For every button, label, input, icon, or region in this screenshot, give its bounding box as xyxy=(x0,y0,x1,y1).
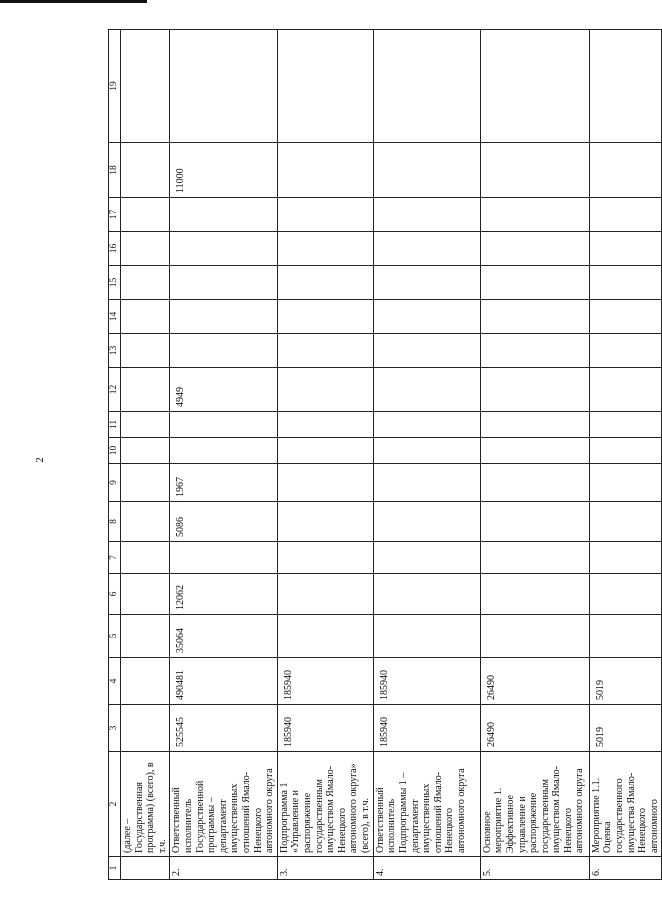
table-cell xyxy=(589,502,662,542)
table-body xyxy=(109,30,662,880)
table-cell xyxy=(373,266,480,300)
table-cell xyxy=(373,412,480,438)
table-cell xyxy=(373,438,480,464)
table-cell: Ответственный исполнитель Подпрограммы 1 – департамент имущественных отношений Ямало-Ненецкого автономного округа xyxy=(373,752,480,857)
table-cell: Подпрограмма 1 «Управление и распоряжение государственным имуществом Ямало-Ненецкого автономного округа» (всего), в т.ч. xyxy=(277,752,373,857)
table-cell xyxy=(373,368,480,412)
header-cell: 6 xyxy=(109,574,121,615)
table-cell: 525545 xyxy=(170,705,277,752)
table-cell xyxy=(480,30,589,143)
table-cell: 5. xyxy=(480,857,589,880)
table-cell xyxy=(121,438,170,464)
table-cell xyxy=(480,574,589,615)
table-cell xyxy=(589,334,662,368)
table-row xyxy=(480,30,589,880)
table-cell xyxy=(277,412,373,438)
table-cell: 185940 xyxy=(373,705,480,752)
table-cell xyxy=(480,143,589,198)
table-cell xyxy=(480,368,589,412)
table-cell xyxy=(589,232,662,266)
top-rule xyxy=(0,0,147,3)
table-cell: Основное мероприятие 1. Эффективное управление и распоряжение государственным имуществом Ямало-Ненецкого автономного округа xyxy=(480,752,589,857)
header-cell: 2 xyxy=(109,752,121,857)
page-number: 2 xyxy=(34,457,46,463)
budget-table xyxy=(108,29,662,880)
table-cell: 26490 xyxy=(480,705,589,752)
table-cell xyxy=(480,502,589,542)
table-cell xyxy=(121,658,170,705)
table-cell xyxy=(170,300,277,334)
table-cell xyxy=(277,615,373,658)
header-cell: 8 xyxy=(109,502,121,542)
table-cell xyxy=(589,542,662,574)
table-cell xyxy=(480,412,589,438)
table-cell xyxy=(480,334,589,368)
table-cell: 12062 xyxy=(170,574,277,615)
table-cell xyxy=(121,232,170,266)
table-cell xyxy=(121,502,170,542)
table-cell xyxy=(121,857,170,880)
header-cell: 9 xyxy=(109,464,121,502)
table-cell xyxy=(589,143,662,198)
table-cell xyxy=(277,266,373,300)
table-cell: 4. xyxy=(373,857,480,880)
table-row xyxy=(277,30,373,880)
header-cell: 19 xyxy=(109,30,121,143)
table-cell xyxy=(373,542,480,574)
table-cell xyxy=(277,143,373,198)
table-cell xyxy=(121,464,170,502)
table-cell xyxy=(277,334,373,368)
header-cell: 18 xyxy=(109,143,121,198)
table-cell: 490481 xyxy=(170,658,277,705)
table-cell xyxy=(589,198,662,232)
table-cell xyxy=(480,438,589,464)
table-cell: 1967 xyxy=(170,464,277,502)
table-cell xyxy=(170,198,277,232)
table-cell xyxy=(480,615,589,658)
header-cell: 13 xyxy=(109,334,121,368)
table-cell: 5019 xyxy=(589,658,662,705)
table-cell xyxy=(277,30,373,143)
rotated-table-container xyxy=(108,30,660,880)
table-cell xyxy=(589,615,662,658)
table-cell xyxy=(373,615,480,658)
header-cell: 1 xyxy=(109,857,121,880)
table-cell xyxy=(121,143,170,198)
header-cell: 16 xyxy=(109,232,121,266)
table-cell xyxy=(170,542,277,574)
table-cell xyxy=(589,30,662,143)
table-cell: 35064 xyxy=(170,615,277,658)
table-row xyxy=(121,30,170,880)
header-cell: 3 xyxy=(109,705,121,752)
table-cell: 2. xyxy=(170,857,277,880)
header-cell: 11 xyxy=(109,412,121,438)
table-cell xyxy=(589,464,662,502)
table-cell xyxy=(480,300,589,334)
table-cell: 6. xyxy=(589,857,662,880)
table-cell xyxy=(277,542,373,574)
header-cell: 7 xyxy=(109,542,121,574)
table-cell xyxy=(373,574,480,615)
table-cell xyxy=(277,464,373,502)
header-cell: 5 xyxy=(109,615,121,658)
table-cell xyxy=(121,198,170,232)
header-row xyxy=(109,30,121,880)
table-cell xyxy=(480,542,589,574)
table-cell: Мероприятие 1.1. Оценка государственного имущества Ямало-Ненецкого автономного xyxy=(589,752,662,857)
table-cell xyxy=(121,30,170,143)
table-row xyxy=(589,30,662,880)
table-cell xyxy=(373,143,480,198)
table-cell: 185940 xyxy=(373,658,480,705)
table-cell xyxy=(121,542,170,574)
header-cell: 15 xyxy=(109,266,121,300)
table-cell: 4949 xyxy=(170,368,277,412)
table-cell xyxy=(277,368,373,412)
table-cell xyxy=(277,198,373,232)
table-cell: (далее – Государственная программа) (всего), в т.ч. xyxy=(121,752,170,857)
table-cell: 5086 xyxy=(170,502,277,542)
table-cell xyxy=(373,502,480,542)
table-cell xyxy=(373,334,480,368)
table-cell xyxy=(277,300,373,334)
table-cell xyxy=(373,30,480,143)
table-cell: Ответственный исполнитель Государственной программы – департамент имущественных отношений Ямало-Ненецкого автономного округа xyxy=(170,752,277,857)
table-cell xyxy=(373,464,480,502)
table-cell xyxy=(589,300,662,334)
table-cell xyxy=(589,368,662,412)
table-cell xyxy=(373,198,480,232)
table-cell xyxy=(121,615,170,658)
header-cell: 10 xyxy=(109,438,121,464)
table-cell xyxy=(373,300,480,334)
table-cell: 185940 xyxy=(277,705,373,752)
table-cell xyxy=(121,334,170,368)
header-cell: 4 xyxy=(109,658,121,705)
header-cell: 17 xyxy=(109,198,121,232)
table-cell xyxy=(480,266,589,300)
table-cell xyxy=(277,232,373,266)
table-cell xyxy=(170,30,277,143)
table-cell xyxy=(277,438,373,464)
table-cell xyxy=(121,368,170,412)
table-cell xyxy=(480,232,589,266)
table-cell: 5019 xyxy=(589,705,662,752)
table-cell xyxy=(589,412,662,438)
table-cell xyxy=(480,198,589,232)
table-cell xyxy=(121,300,170,334)
table-cell xyxy=(170,266,277,300)
table-cell xyxy=(373,232,480,266)
header-cell: 12 xyxy=(109,368,121,412)
table-cell xyxy=(277,574,373,615)
table-cell xyxy=(480,464,589,502)
table-cell: 185940 xyxy=(277,658,373,705)
table-row xyxy=(170,30,277,880)
table-cell xyxy=(589,438,662,464)
table-cell: 3. xyxy=(277,857,373,880)
table-cell: 11000 xyxy=(170,143,277,198)
table-cell xyxy=(589,266,662,300)
header-cell: 14 xyxy=(109,300,121,334)
table-cell xyxy=(170,438,277,464)
table-cell xyxy=(170,232,277,266)
table-cell xyxy=(121,705,170,752)
table-cell xyxy=(121,574,170,615)
table-cell: 26490 xyxy=(480,658,589,705)
table-cell xyxy=(589,574,662,615)
table-cell xyxy=(170,412,277,438)
table-cell xyxy=(170,334,277,368)
table-cell xyxy=(121,266,170,300)
table-cell xyxy=(277,502,373,542)
table-row xyxy=(373,30,480,880)
table-cell xyxy=(121,412,170,438)
